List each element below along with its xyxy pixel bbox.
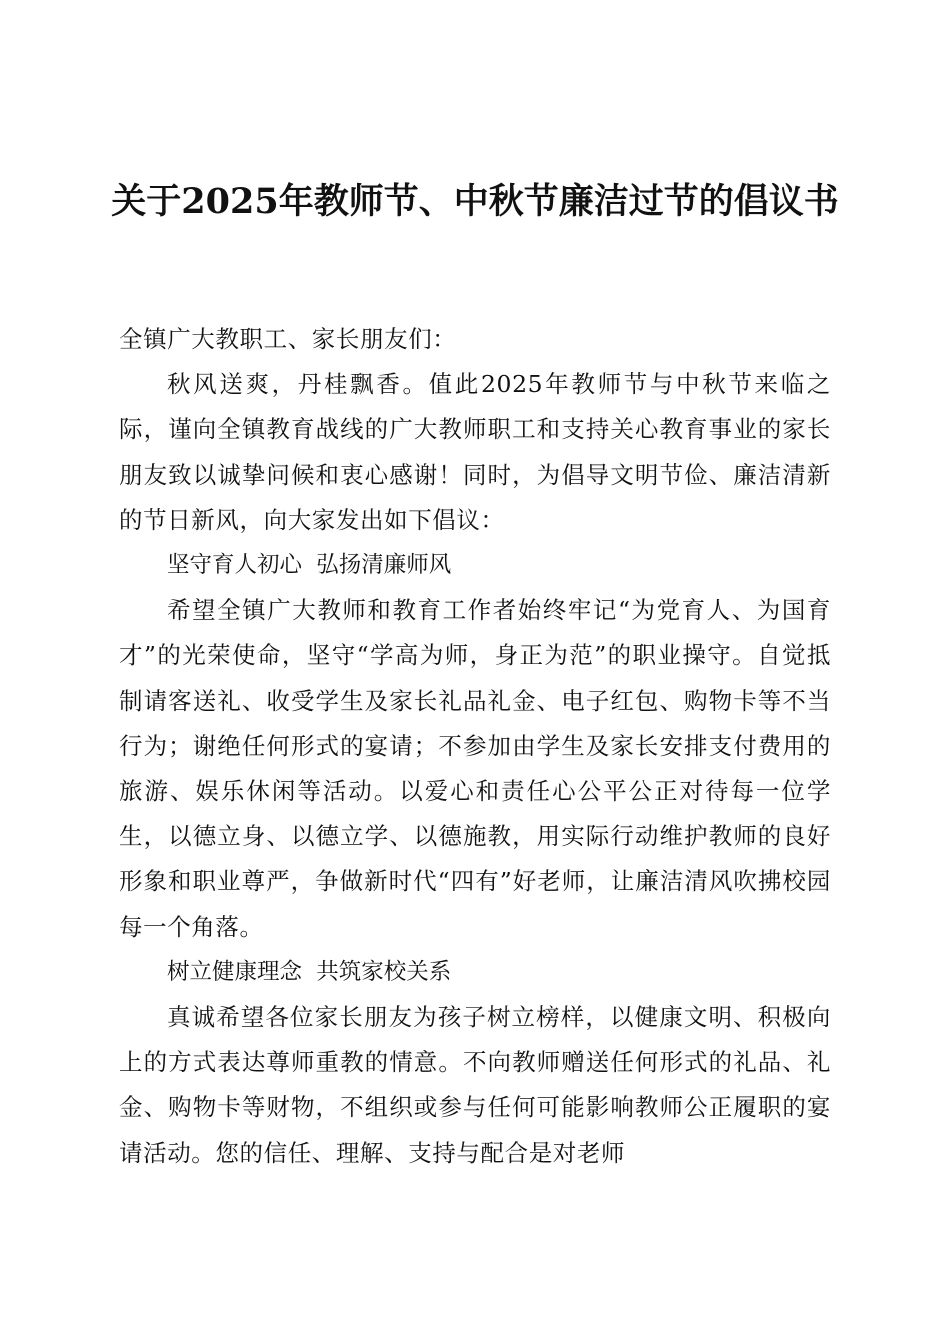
section-paragraph-2: 真诚希望各位家长朋友为孩子树立榜样，以健康文明、积极向上的方式表达尊师重教的情意。不向教师赠送任何形式的礼品、礼金、购物卡等财物，不组织或参与任何可能影响教师公正履职的宴请活动。您的信任、理解、支持与配合是对老师 bbox=[119, 1003, 831, 1167]
document-body bbox=[119, 317, 831, 1176]
section-heading-1: 坚守育人初心 弘扬清廉师风 bbox=[167, 552, 452, 579]
section-paragraph-1: 希望全镇广大教师和教育工作者始终牢记“为党育人、为国育才”的光荣使命，坚守“学高为师，身正为范”的职业操守。自觉抵制请客送礼、收受学生及家长礼品礼金、电子红包、购物卡等不当行为；谢绝任何形式的宴请；不参加由学生及家长安排支付费用的旅游、娱乐休闲等活动。以爱心和责任心公平公正对待每一位学生，以德立身、以德立学、以德施教，用实际行动维护教师的良好形象和职业尊严，争做新时代“四有”好老师，让廉洁清风吹拂校园每一个角落。 bbox=[119, 596, 831, 941]
section-heading-2: 树立健康理念 共筑家校关系 bbox=[167, 958, 452, 985]
intro-paragraph: 秋风送爽，丹桂飘香。值此2025年教师节与中秋节来临之际，谨向全镇教育战线的广大教师职工和支持关心教育事业的家长朋友致以诚挚问候和衷心感谢！同时，为倡导文明节俭、廉洁清新的节日新风，向大家发出如下倡议： bbox=[119, 370, 831, 534]
salutation: 全镇广大教职工、家长朋友们： bbox=[119, 325, 457, 353]
document-title: 关于2025年教师节、中秋节廉洁过节的倡议书 bbox=[111, 181, 839, 222]
